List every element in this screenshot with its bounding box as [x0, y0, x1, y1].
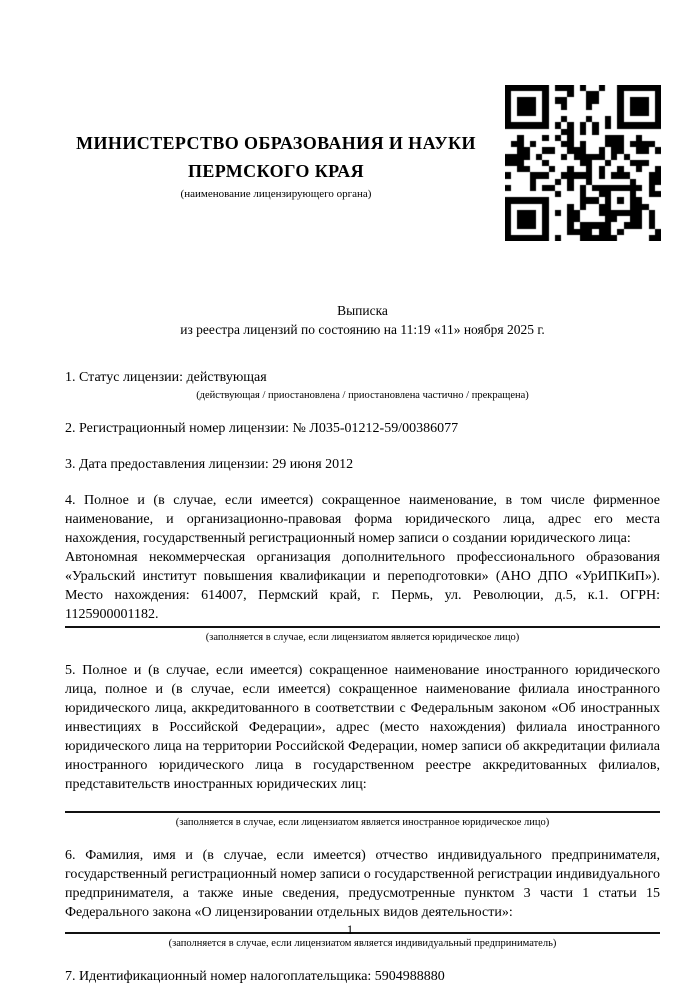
legal-entity-field-rule [65, 626, 660, 628]
individual-caption: (заполняется в случае, если лицензиатом является индивидуальный предприниматель) [168, 938, 557, 949]
section-reg-number [65, 419, 660, 438]
document-body [65, 301, 660, 989]
document-title [65, 301, 660, 339]
page-number: 1 [346, 922, 354, 937]
ministry-name-line1: МИНИСТЕРСТВО ОБРАЗОВАНИЯ И НАУКИ [76, 133, 476, 153]
title-heading: Выписка [337, 303, 388, 318]
section-status [65, 368, 660, 402]
licensing-authority-header [50, 129, 502, 201]
section-inn [65, 967, 660, 986]
section-foreign-entity [65, 661, 660, 829]
legal-entity-label: 4. Полное и (в случае, если имеется) сокращенное наименование, в том числе фирменное наименование, и организационно-правовая форма юридического лица, адрес его места нахождения, государственный регистрационный номер записи о создании юридического лица: [65, 493, 660, 546]
reg-number-text: 2. Регистрационный номер лицензии: № Л035-01212-59/00386077 [65, 421, 459, 436]
qr-code [505, 85, 661, 241]
foreign-entity-caption: (заполняется в случае, если лицензиатом является иностранное юридическое лицо) [175, 817, 550, 828]
title-subheading: из реестра лицензий по состоянию на 11:19 «11» ноября 2025 г. [180, 322, 545, 337]
section-grant-date [65, 455, 660, 474]
legal-entity-value: Автономная некоммерческая организация дополнительного профессионального образования «Уральский институт повышения квалификации и переподготовки» (АНО ДПО «УрИПКиП»). Место нахождения: 614007, Пермский край, г. Пермь, ул. Революции, д.5, к.1. ОГРН: 1125900001182. [65, 550, 660, 622]
inn-text: 7. Идентификационный номер налогоплательщика: 5904988880 [65, 969, 445, 984]
ministry-caption: (наименование лицензирующего органа) [180, 188, 372, 200]
status-text: 1. Статус лицензии: действующая [65, 370, 267, 385]
grant-date-text: 3. Дата предоставления лицензии: 29 июня 2012 [65, 457, 354, 472]
ministry-name-line2: ПЕРМСКОГО КРАЯ [187, 161, 365, 181]
foreign-entity-empty-field [65, 794, 660, 809]
individual-label: 6. Фамилия, имя и (в случае, если имеется) отчество индивидуального предпринимателя, государственный регистрационный номер записи о государственной регистрации индивидуального предпринимателя, а также иные сведения, предусмотренные пунктом 3 части 1 статьи 15 Федерального закона «О лицензировании отдельных видов деятельности»: [65, 848, 660, 920]
status-caption: (действующая / приостановлена / приостановлена частично / прекращена) [196, 390, 529, 401]
foreign-entity-label: 5. Полное и (в случае, если имеется) сокращенное наименование иностранного юридического лица, полное и (в случае, если имеется) сокращенное наименование филиала иностранного юридического лица, аккредитованного в соответствии с Федеральным законом «Об иностранных инвестициях в Российской Федерации», адрес (место нахождения) филиала иностранного юридического лица на территории Российской Федерации, номер записи об аккредитации филиала иностранного юридического лица в государственном реестре аккредитованных филиалов, представительств иностранных юридических лиц: [65, 663, 660, 792]
legal-entity-caption: (заполняется в случае, если лицензиатом является юридическое лицо) [205, 632, 520, 643]
section-legal-entity [65, 491, 660, 644]
foreign-entity-field-rule [65, 811, 660, 813]
